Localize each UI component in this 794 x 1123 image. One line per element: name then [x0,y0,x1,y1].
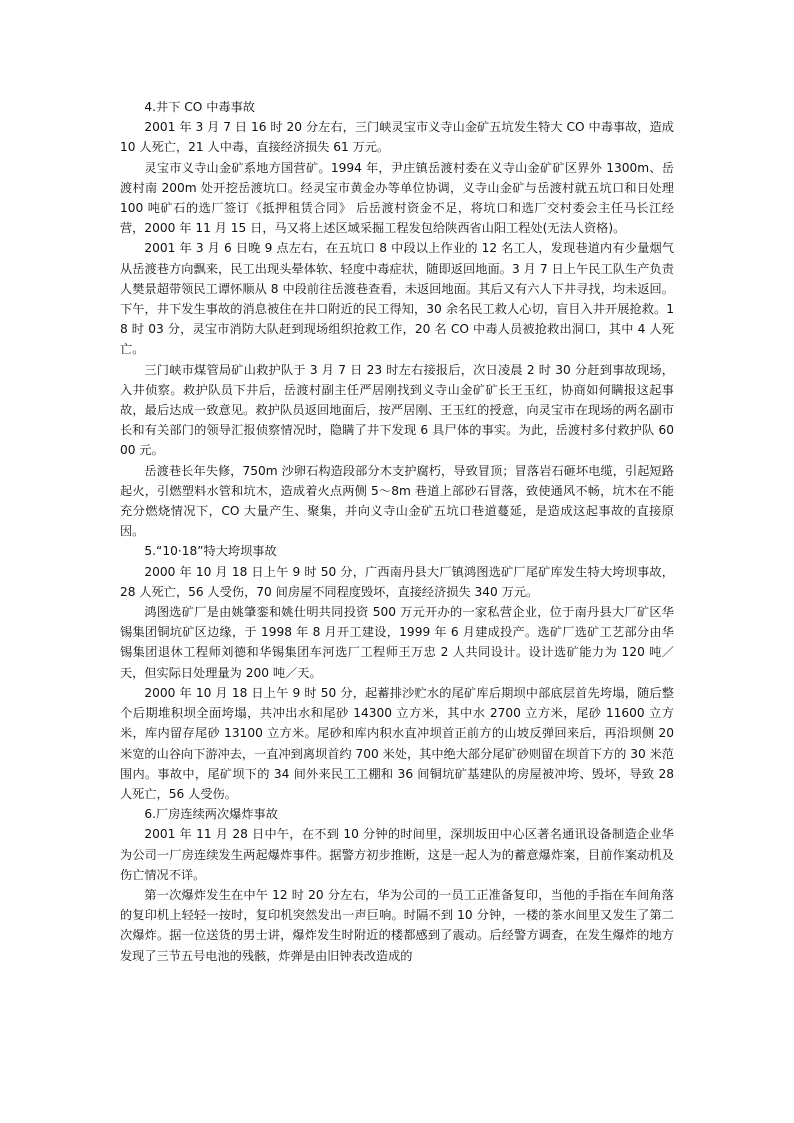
paragraph: 岳渡巷长年失修，750m 沙卵石构造段部分木支护腐朽，导致冒顶；冒落岩石砸坏电缆，引起短路起火，引燃塑料水管和坑木，造成着火点两侧 5～8m 巷道上部砂石冒落，致使通风不畅，坑木在不能充分燃烧情况下，CO 大量产生、聚集，并向义寺山金矿五坑口巷道蔓延，是造成这起事故的直接原因。 [120,463,674,539]
paragraph: 2001 年 3 月 6 日晚 9 点左右，在五坑口 8 中段以上作业的 12 名工人，发现巷道内有少量烟气从岳渡巷方向飘来，民工出现头晕体软、轻度中毒症状，随即返回地面。3 月 7 日上午民工队生产负责人樊景超带领民工谭怀顺从 8 中段前往岳渡巷查看，未返回地面。其后又有六人下井寻找，均未返回。下午，井下发生事故的消息被住在井口附近的民工得知，30 余名民工救人心切，盲目入井开展抢救。18 时 03 分，灵宝市消防大队赶到现场组织抢救工作，20 名 CO 中毒人员被抢救出洞口，其中 4 人死亡。 [120,241,674,357]
paragraph: 三门峡市煤管局矿山救护队于 3 月 7 日 23 时左右接报后，次日凌晨 2 时 30 分赶到事故现场，入井侦察。救护队员下井后，岳渡村副主任严居刚找到义寺山金矿矿长王玉红，协商如何瞒报这起事故，最后达成一致意见。救护队员返回地面后，按严居刚、王玉红的授意，向灵宝市在现场的两名副市长和有关部门的领导汇报侦察情况时，隐瞒了井下发现 6 具尸体的事实。为此，岳渡村多付救护队 6000 元。 [120,362,674,458]
section-heading-co-poisoning: 4.井下 CO 中毒事故 [144,100,255,114]
paragraph: 灵宝市义寺山金矿系地方国营矿。1994 年，尹庄镇岳渡村委在义寺山金矿矿区界外 1300m、岳渡村南 200m 处开挖岳渡坑口。经灵宝市黄金办等单位协调，义寺山金矿与岳渡村就五坑口和日处理 100 吨矿石的选厂签订《抵押租赁合同》 后岳渡村资金不足，将坑口和选厂交村委会主任马长江经营，2000 年 11 月 15 日，马又将上述区域采掘工程发包给陕西省山阳工程处(无法人资格)。 [120,160,674,236]
section-heading-plant-explosion: 6.厂房连续两次爆炸事故 [144,807,278,822]
paragraph: 2001 年 11 月 28 日中午，在不到 10 分钟的时间里，深圳坂田中心区著名通讯设备制造企业华为公司一厂房连续发生两起爆炸事件。据警方初步推断，这是一起人为的蓄意爆炸案，目前作案动机及伤亡情况不详。 [120,827,674,882]
paragraph: 2001 年 3 月 7 日 16 时 20 分左右，三门峡灵宝市义寺山金矿五坑发生特大 CO 中毒事故，造成 10 人死亡，21 人中毒，直接经济损失 61 万元。 [120,120,674,155]
paragraph: 2000 年 10 月 18 日上午 9 时 50 分，起蓄排沙贮水的尾矿库后期坝中部底层首先垮塌，随后整个后期堆积坝全面垮塌，共冲出水和尾砂 14300 立方米，其中水 2700 立方米，尾砂 11600 立方米，库内留存尾砂 13100 立方米。尾砂和库内积水直冲坝首正前方的山坡反弹回来后，再沿坝侧 20 米宽的山谷向下游冲去，一直冲到离坝首约 700 米处，其中绝大部分尾矿砂则留在坝首下方的 30 米范围内。事故中，尾矿坝下的 34 间外来民工工棚和 36 间铜坑矿基建队的房屋被冲垮、毁坏，导致 28 人死亡，56 人受伤。 [120,685,674,801]
document-page [120,97,674,966]
paragraph: 第一次爆炸发生在中午 12 时 20 分左右，华为公司的一员工正准备复印，当他的手指在车间角落的复印机上轻轻一按时，复印机突然发出一声巨响。时隔不到 10 分钟，一楼的茶水间里又发生了第二次爆炸。据一位送货的男士讲，爆炸发生时附近的楼都感到了震动。后经警方调查，在发生爆炸的地方发现了三节五号电池的残骸，炸弹是由旧钟表改造成的 [120,887,674,963]
paragraph: 鸿图选矿厂是由姚肇銮和姚仕明共同投资 500 万元开办的一家私营企业，位于南丹县大厂矿区华锡集团铜坑矿区边缘，于 1998 年 8 月开工建设，1999 年 6 月建成投产。选矿厂选矿工艺部分由华锡集团退休工程师刘德和华锡集团车河选厂工程师王万忠 2 人共同设计。设计选矿能力为 120 吨／天，但实际日处理量为 200 吨／天。 [120,605,674,680]
section-heading-dam-collapse: 5.“10·18”特大垮坝事故 [144,544,277,559]
paragraph: 2000 年 10 月 18 日上午 9 时 50 分，广西南丹县大厂镇鸿图选矿厂尾矿库发生特大垮坝事故，28 人死亡，56 人受伤，70 间房屋不同程度毁坏，直接经济损失 340 万元。 [120,564,674,599]
